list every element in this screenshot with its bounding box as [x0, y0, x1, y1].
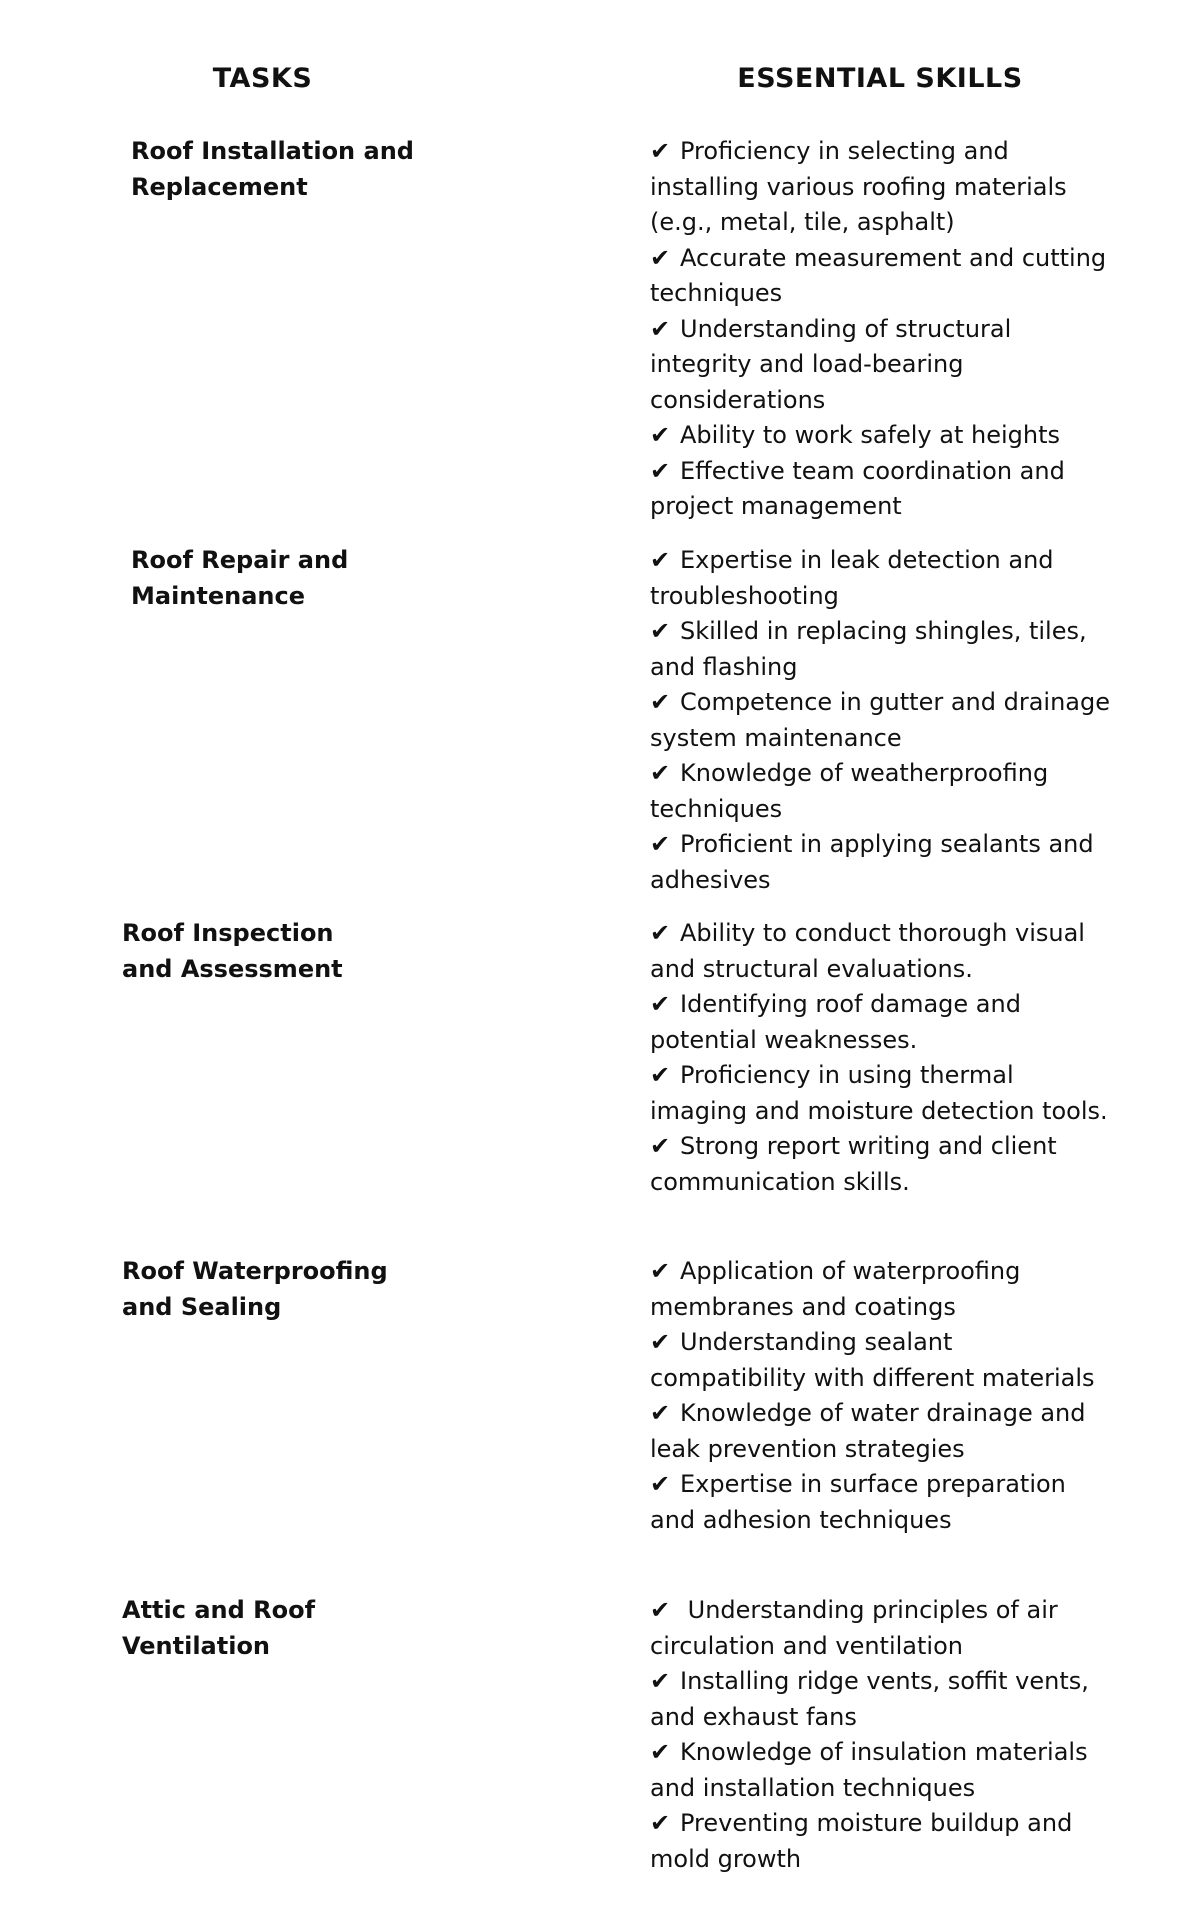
skill-text: Preventing moisture buildup and mold growth: [650, 1809, 1073, 1873]
task-label: Roof Waterproofing and Sealing: [122, 1257, 388, 1321]
skills-list-roof-waterproofing: [650, 1254, 1110, 1538]
skill-item: [650, 312, 1110, 419]
skill-text: Skilled in replacing shingles, tiles, and flashing: [650, 617, 1087, 681]
skill-text: Competence in gutter and drainage system maintenance: [650, 688, 1111, 752]
check-mark-icon: ✔: [650, 1132, 671, 1160]
check-mark-icon: ✔: [650, 990, 671, 1018]
skill-text: Expertise in leak detection and troubleshooting: [650, 546, 1054, 610]
task-roof-repair: [131, 543, 391, 614]
check-mark-icon: ✔: [650, 314, 671, 343]
check-mark-icon: ✔: [650, 617, 671, 645]
skill-item: [650, 916, 1110, 987]
skill-text: Knowledge of water drainage and leak prevention strategies: [650, 1399, 1086, 1463]
check-mark-icon: ✔: [650, 1470, 671, 1498]
task-roof-inspection: [122, 916, 382, 987]
skill-item: [650, 134, 1110, 241]
skills-list-roof-inspection: [650, 916, 1110, 1200]
skill-text: Understanding principles of air circulation and ventilation: [650, 1596, 1058, 1660]
skill-item: [650, 987, 1110, 1058]
task-roof-waterproofing: [122, 1254, 397, 1325]
skill-item: [650, 1806, 1110, 1877]
task-label: Roof Inspection and Assessment: [122, 919, 343, 983]
task-label: Roof Repair and Maintenance: [131, 546, 349, 610]
skill-item: [650, 614, 1110, 685]
skill-text: Proficiency in using thermal imaging and moisture detection tools.: [650, 1061, 1108, 1125]
skill-text: Knowledge of weatherproofing techniques: [650, 759, 1049, 823]
task-attic-ventilation: [122, 1593, 382, 1664]
skill-text: Ability to work safely at heights: [680, 421, 1061, 449]
check-mark-icon: ✔: [650, 1399, 671, 1427]
skill-item: [650, 1325, 1110, 1396]
check-mark-icon: ✔: [650, 456, 671, 485]
skill-text: Accurate measurement and cutting techniques: [650, 243, 1107, 307]
check-mark-icon: ✔: [650, 1328, 671, 1356]
skill-text: Understanding sealant compatibility with different materials: [650, 1328, 1095, 1392]
skill-item: [650, 543, 1110, 614]
check-mark-icon: ✔: [650, 546, 671, 574]
task-label: Attic and Roof Ventilation: [122, 1596, 316, 1660]
skill-item: [650, 241, 1110, 312]
check-mark-icon: ✔: [650, 137, 671, 165]
check-mark-icon: ✔: [650, 1061, 671, 1089]
skill-text: Identifying roof damage and potential weaknesses.: [650, 990, 1021, 1054]
check-mark-icon: ✔: [650, 759, 671, 787]
check-mark-icon: ✔: [650, 243, 671, 272]
check-mark-icon: ✔: [650, 1257, 671, 1285]
check-mark-icon: ✔: [650, 421, 671, 449]
skill-item: [650, 1467, 1110, 1538]
skill-item: [650, 418, 1110, 454]
skills-list-roof-repair: [650, 543, 1110, 898]
skills-list-attic-ventilation: [650, 1593, 1110, 1877]
check-mark-icon: ✔: [650, 919, 671, 947]
check-mark-icon: ✔: [650, 688, 671, 716]
skills-column-header: ESSENTIAL SKILLS: [737, 63, 1023, 94]
skill-item: [650, 1735, 1110, 1806]
tasks-column-header: TASKS: [212, 63, 313, 94]
skill-item: [650, 756, 1110, 827]
skill-text: Ability to conduct thorough visual and structural evaluations.: [650, 919, 1085, 983]
skill-text: Understanding of structural integrity and load-bearing considerations: [650, 314, 1012, 414]
skill-item: [650, 1254, 1110, 1325]
skill-item: [650, 454, 1110, 525]
skill-item: [650, 827, 1110, 898]
task-roof-installation: [131, 134, 421, 205]
skill-text: Effective team coordination and project management: [650, 456, 1065, 520]
skill-text: Proficient in applying sealants and adhesives: [650, 830, 1094, 894]
check-mark-icon: ✔: [650, 1809, 671, 1837]
skill-item: [650, 1058, 1110, 1129]
skill-text: Knowledge of insulation materials and installation techniques: [650, 1738, 1088, 1802]
skill-item: [650, 1396, 1110, 1467]
skill-item: [650, 1664, 1110, 1735]
skill-text: Installing ridge vents, soffit vents, and exhaust fans: [650, 1667, 1089, 1731]
check-mark-icon: ✔: [650, 1596, 671, 1624]
skills-list-roof-installation: [650, 134, 1110, 525]
check-mark-icon: ✔: [650, 1738, 671, 1766]
check-mark-icon: ✔: [650, 1667, 671, 1695]
skill-text: Proficiency in selecting and installing various roofing materials (e.g., metal, tile, asphalt): [650, 137, 1067, 236]
check-mark-icon: ✔: [650, 830, 671, 858]
skill-text: Strong report writing and client communication skills.: [650, 1132, 1057, 1196]
skill-item: [650, 1129, 1110, 1200]
skill-item: [650, 1593, 1110, 1664]
skill-text: Expertise in surface preparation and adhesion techniques: [650, 1470, 1066, 1534]
skill-text: Application of waterproofing membranes and coatings: [650, 1257, 1021, 1321]
skill-item: [650, 685, 1110, 756]
task-label: Roof Installation and Replacement: [131, 137, 414, 201]
